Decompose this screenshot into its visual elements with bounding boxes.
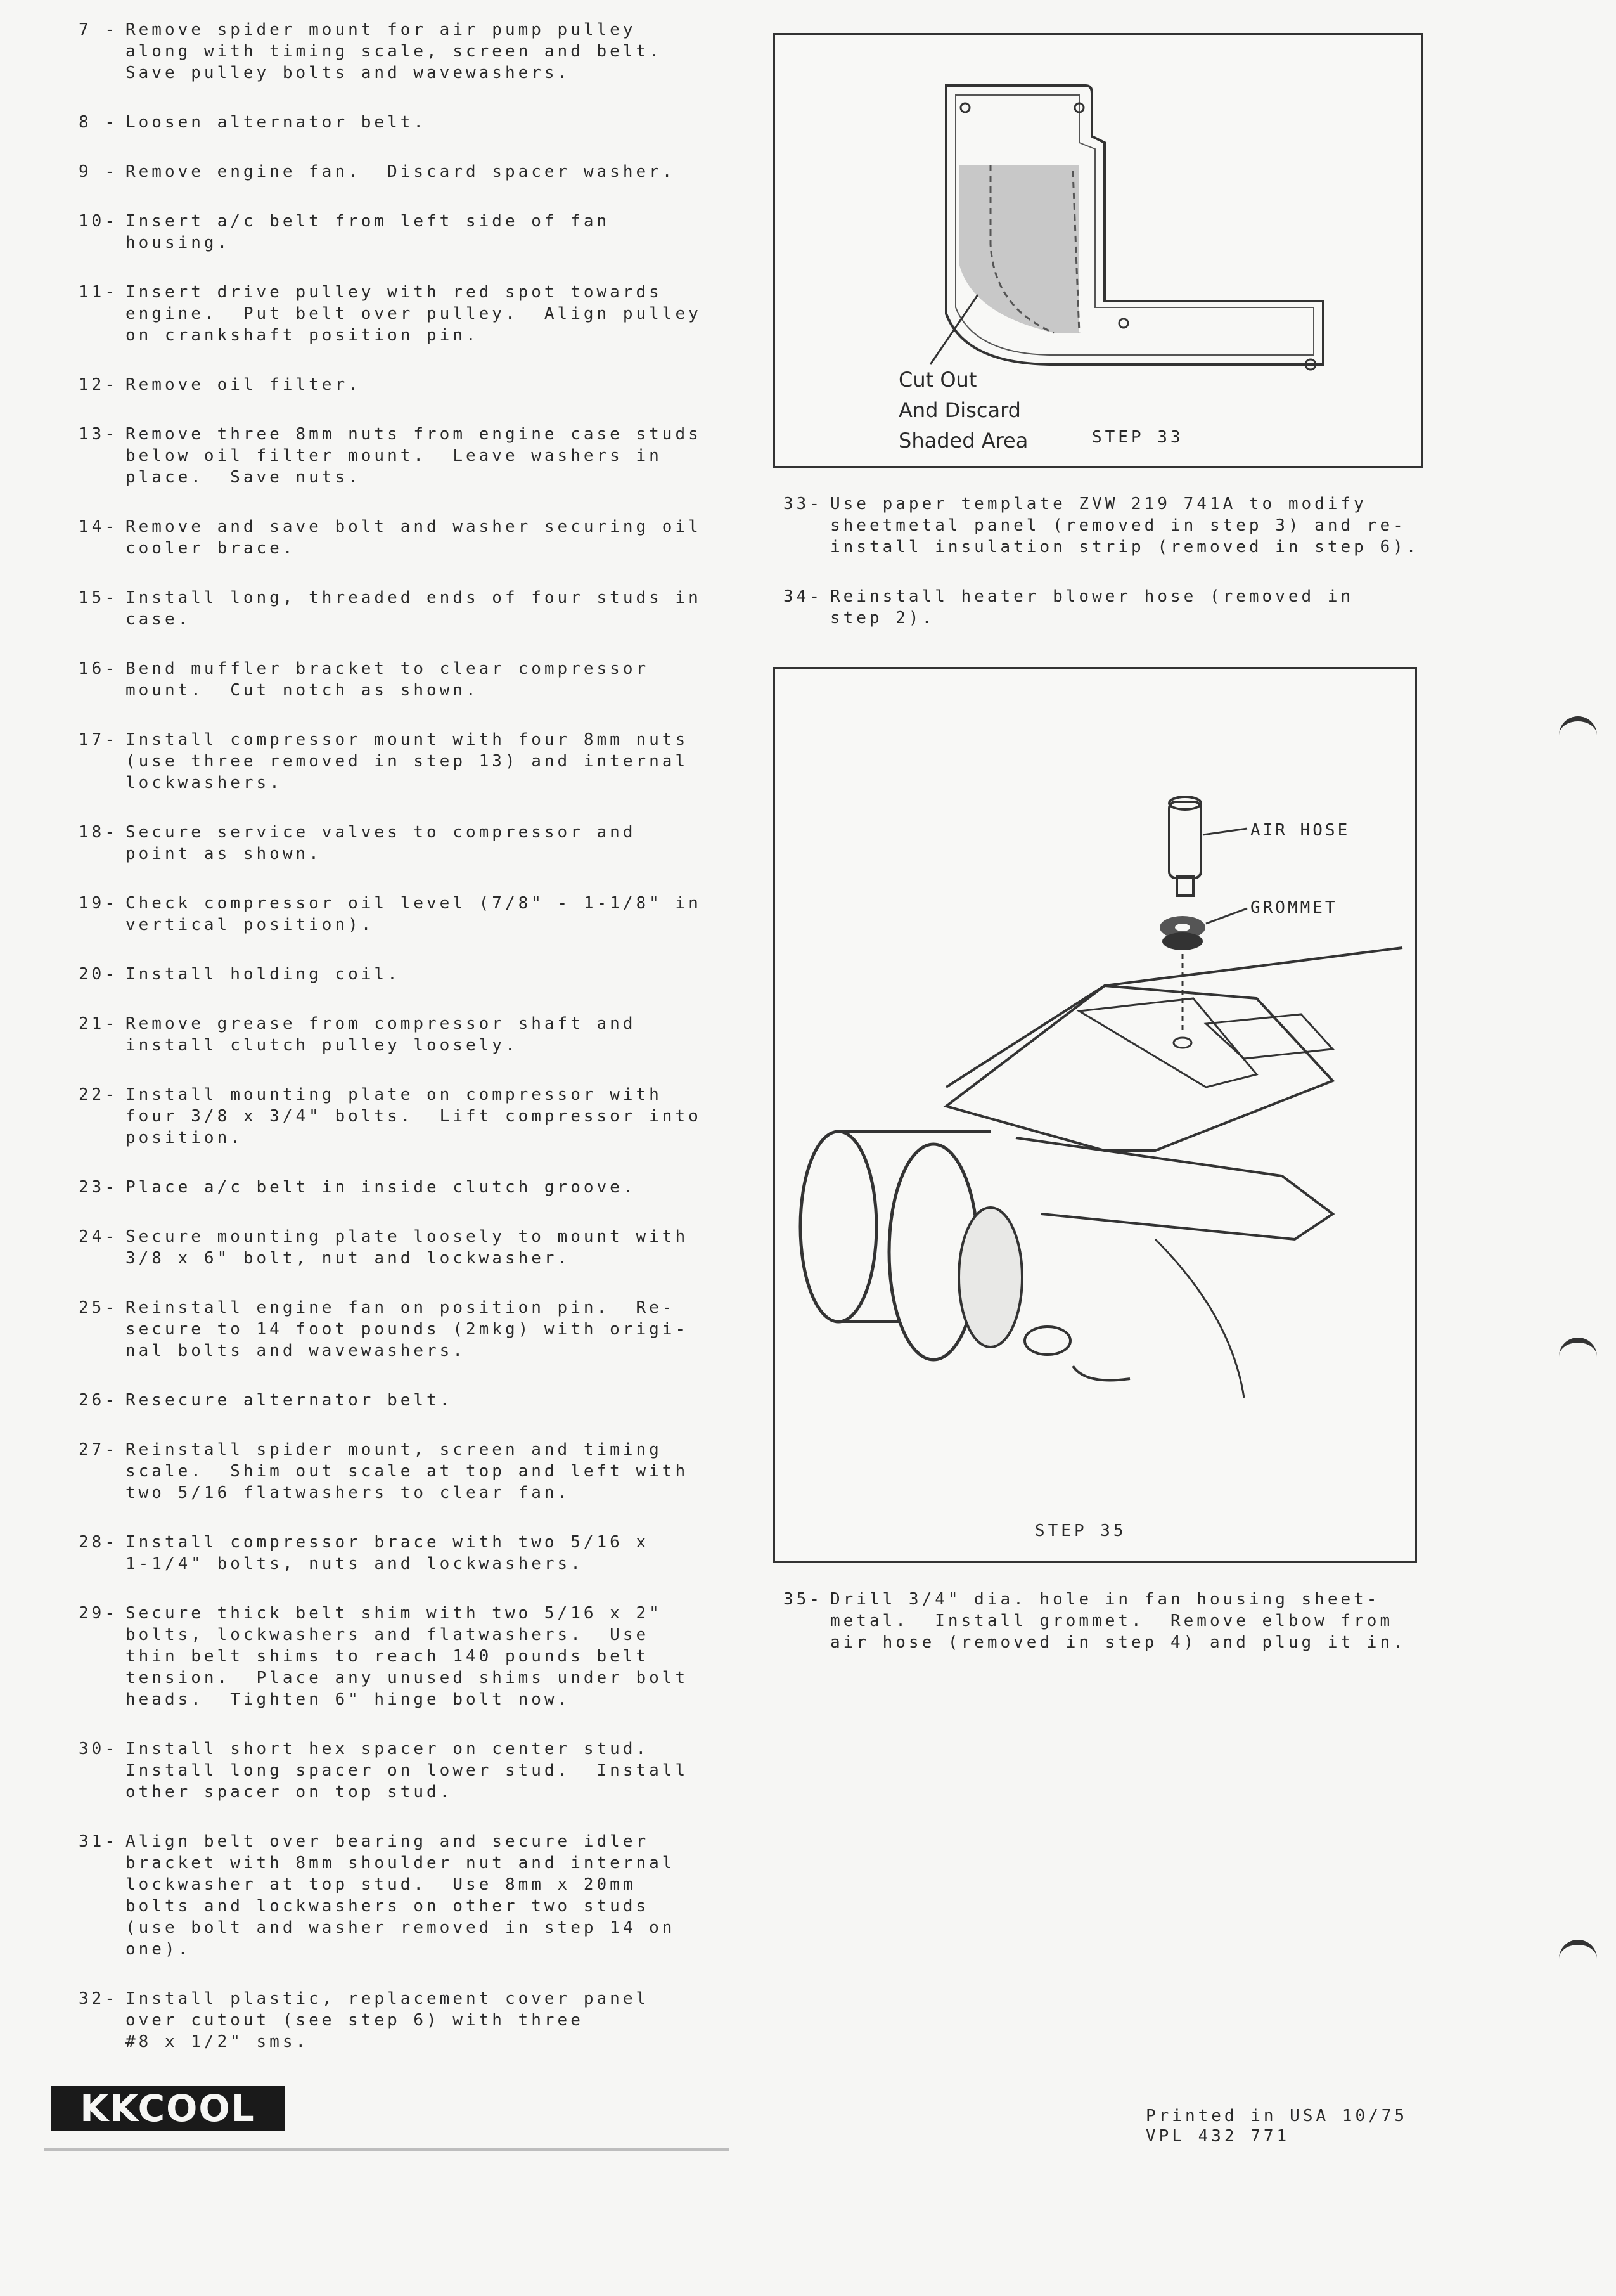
instruction-step xyxy=(68,658,728,701)
punch-mark xyxy=(1559,1940,1597,1964)
step-number: 9 - xyxy=(79,162,118,181)
step-text: Remove oil filter. xyxy=(125,375,361,394)
footer-line-1: Printed in USA 10/75 xyxy=(1146,2106,1408,2125)
step-number: 13- xyxy=(79,425,118,444)
step-text: Bend muffler bracket to clear compressor mount. Cut notch as shown. xyxy=(125,659,650,700)
step-text: Insert a/c belt from left side of fan housing. xyxy=(125,212,610,252)
instruction-step xyxy=(68,374,728,396)
instruction-step xyxy=(68,161,728,183)
grommet-label: GROMMET xyxy=(1250,898,1338,917)
step-text: Reinstall heater blower hose (removed in step 2). xyxy=(830,587,1354,628)
annotation-line-2: And Discard xyxy=(899,398,1021,422)
instruction-step xyxy=(68,516,728,559)
figure-caption: STEP 35 xyxy=(1035,1521,1127,1540)
instruction-step xyxy=(68,587,728,630)
instruction-step xyxy=(68,1532,728,1575)
step-number: 32- xyxy=(79,1989,118,2008)
annotation-line-1: Cut Out xyxy=(899,368,977,392)
step-text: Loosen alternator belt. xyxy=(125,113,427,132)
air-hose-label: AIR HOSE xyxy=(1250,821,1350,840)
brand-logo: KKCOOL xyxy=(51,2086,285,2131)
instruction-step xyxy=(68,1390,728,1411)
step-number: 35- xyxy=(783,1590,823,1609)
instruction-step xyxy=(773,586,1432,629)
step-number: 21- xyxy=(79,1014,118,1033)
step-text: Install compressor brace with two 5/16 x 1-1/4" bolts, nuts and lockwashers. xyxy=(125,1533,650,1573)
instruction-step xyxy=(68,893,728,936)
step-text: Install short hex spacer on center stud. Install long spacer on lower stud. Install other spacer on top stud. xyxy=(125,1739,689,1802)
instruction-step xyxy=(68,1988,728,2053)
step-number: 29- xyxy=(79,1604,118,1623)
instruction-step xyxy=(68,964,728,985)
instruction-step xyxy=(68,1603,728,1710)
punch-mark xyxy=(1559,1338,1597,1362)
step-text: Install plastic, replacement cover panel over cutout (see step 6) with three #8 x 1/2" sms. xyxy=(125,1989,650,2051)
instruction-step xyxy=(68,112,728,133)
step-number: 15- xyxy=(79,588,118,607)
step-text: Reinstall engine fan on position pin. Re- secure to 14 foot pounds (2mkg) with origi- nal bolts and wavewashers. xyxy=(125,1298,689,1360)
step-number: 7 - xyxy=(79,20,118,39)
instruction-step xyxy=(773,1589,1432,1653)
step35-figure xyxy=(773,667,1417,1563)
step-text: Remove engine fan. Discard spacer washer. xyxy=(125,162,676,181)
step-text: Resecure alternator belt. xyxy=(125,1391,453,1410)
step-text: Remove grease from compressor shaft and install clutch pulley loosely. xyxy=(125,1014,636,1055)
template-diagram xyxy=(775,35,1421,466)
instruction-step xyxy=(68,822,728,865)
figure-caption: STEP 33 xyxy=(1092,428,1184,447)
step-number: 11- xyxy=(79,283,118,302)
instruction-step xyxy=(68,1297,728,1362)
step-number: 23- xyxy=(79,1178,118,1197)
step-text: Secure service valves to compressor and point as shown. xyxy=(125,823,636,863)
step-text: Place a/c belt in inside clutch groove. xyxy=(125,1178,636,1197)
step-text: Drill 3/4" dia. hole in fan housing sheet- metal. Install grommet. Remove elbow from air hose (removed in step 4) and plug it in. xyxy=(830,1590,1406,1652)
instruction-step xyxy=(773,493,1432,558)
step-text: Remove and save bolt and washer securing oil cooler brace. xyxy=(125,517,702,558)
instruction-step xyxy=(68,19,728,84)
step-number: 28- xyxy=(79,1533,118,1552)
step-text: Insert drive pulley with red spot towards engine. Put belt over pulley. Align pulley on crankshaft position pin. xyxy=(125,283,702,345)
step-text: Install mounting plate on compressor with four 3/8 x 3/4" bolts. Lift compressor into position. xyxy=(125,1085,702,1147)
right-column xyxy=(773,33,1432,1681)
footer-line-2: VPL 432 771 xyxy=(1146,2127,1290,2146)
air-hose-shape xyxy=(1169,802,1201,878)
step-number: 16- xyxy=(79,659,118,678)
instruction-step xyxy=(68,1013,728,1056)
step-number: 19- xyxy=(79,894,118,913)
step-number: 27- xyxy=(79,1440,118,1459)
step-number: 30- xyxy=(79,1739,118,1758)
step-number: 26- xyxy=(79,1391,118,1410)
step-text: Secure thick belt shim with two 5/16 x 2" bolts, lockwashers and flatwashers. Use thin belt shims to reach 140 pounds belt tension. Place any unused shims under bolt heads. Tighten 6" hinge bolt now. xyxy=(125,1604,689,1709)
shaded-area xyxy=(959,165,1079,333)
step-number: 8 - xyxy=(79,113,118,132)
step-number: 25- xyxy=(79,1298,118,1317)
instruction-step xyxy=(68,1177,728,1198)
step-number: 33- xyxy=(783,494,823,513)
instruction-step xyxy=(68,1831,728,1960)
grommet-diagram xyxy=(775,669,1415,1561)
step-text: Use paper template ZVW 219 741A to modify sheetmetal panel (removed in step 3) and re- install insulation strip (removed in step 6). xyxy=(830,494,1420,557)
instruction-step xyxy=(68,1084,728,1149)
step-text: Check compressor oil level (7/8" - 1-1/8" in vertical position). xyxy=(125,894,702,934)
footer-print-info xyxy=(1146,2106,1408,2146)
step-number: 12- xyxy=(79,375,118,394)
step-number: 14- xyxy=(79,517,118,536)
step-text: Secure mounting plate loosely to mount with 3/8 x 6" bolt, nut and lockwasher. xyxy=(125,1227,689,1268)
step33-figure xyxy=(773,33,1423,468)
punch-mark xyxy=(1559,716,1597,740)
step-number: 20- xyxy=(79,965,118,984)
step-text: Remove spider mount for air pump pulley along with timing scale, screen and belt. Save pulley bolts and wavewashers. xyxy=(125,20,662,82)
step-text: Align belt over bearing and secure idler bracket with 8mm shoulder nut and internal lockwasher at top stud. Use 8mm x 20mm bolts and lockwashers on other two studs (use bolt and washer removed in step 14 on one). xyxy=(125,1832,676,1959)
right-steps-b xyxy=(773,1589,1432,1653)
step-text: Reinstall spider mount, screen and timing scale. Shim out scale at top and left with two 5/16 flatwashers to clear fan. xyxy=(125,1440,689,1502)
step-number: 24- xyxy=(79,1227,118,1246)
instruction-step xyxy=(68,1439,728,1504)
instruction-step xyxy=(68,1738,728,1803)
step-text: Install holding coil. xyxy=(125,965,401,984)
step-number: 34- xyxy=(783,587,823,606)
right-steps-a xyxy=(773,493,1432,629)
step-number: 22- xyxy=(79,1085,118,1104)
step-text: Install compressor mount with four 8mm nuts (use three removed in step 13) and internal lockwashers. xyxy=(125,730,689,792)
instruction-step xyxy=(68,1226,728,1269)
step-number: 10- xyxy=(79,212,118,231)
instruction-step xyxy=(68,423,728,488)
instruction-step xyxy=(68,281,728,346)
annotation-line-3: Shaded Area xyxy=(899,429,1029,453)
cut-out-annotation xyxy=(899,364,1028,456)
step-number: 18- xyxy=(79,823,118,842)
instruction-step xyxy=(68,729,728,794)
divider xyxy=(44,2148,729,2151)
step-text: Remove three 8mm nuts from engine case studs below oil filter mount. Leave washers in place. Save nuts. xyxy=(125,425,702,487)
left-instructions xyxy=(68,19,728,2080)
step-number: 31- xyxy=(79,1832,118,1851)
instruction-step xyxy=(68,210,728,254)
step-text: Install long, threaded ends of four studs in case. xyxy=(125,588,702,629)
step-number: 17- xyxy=(79,730,118,749)
